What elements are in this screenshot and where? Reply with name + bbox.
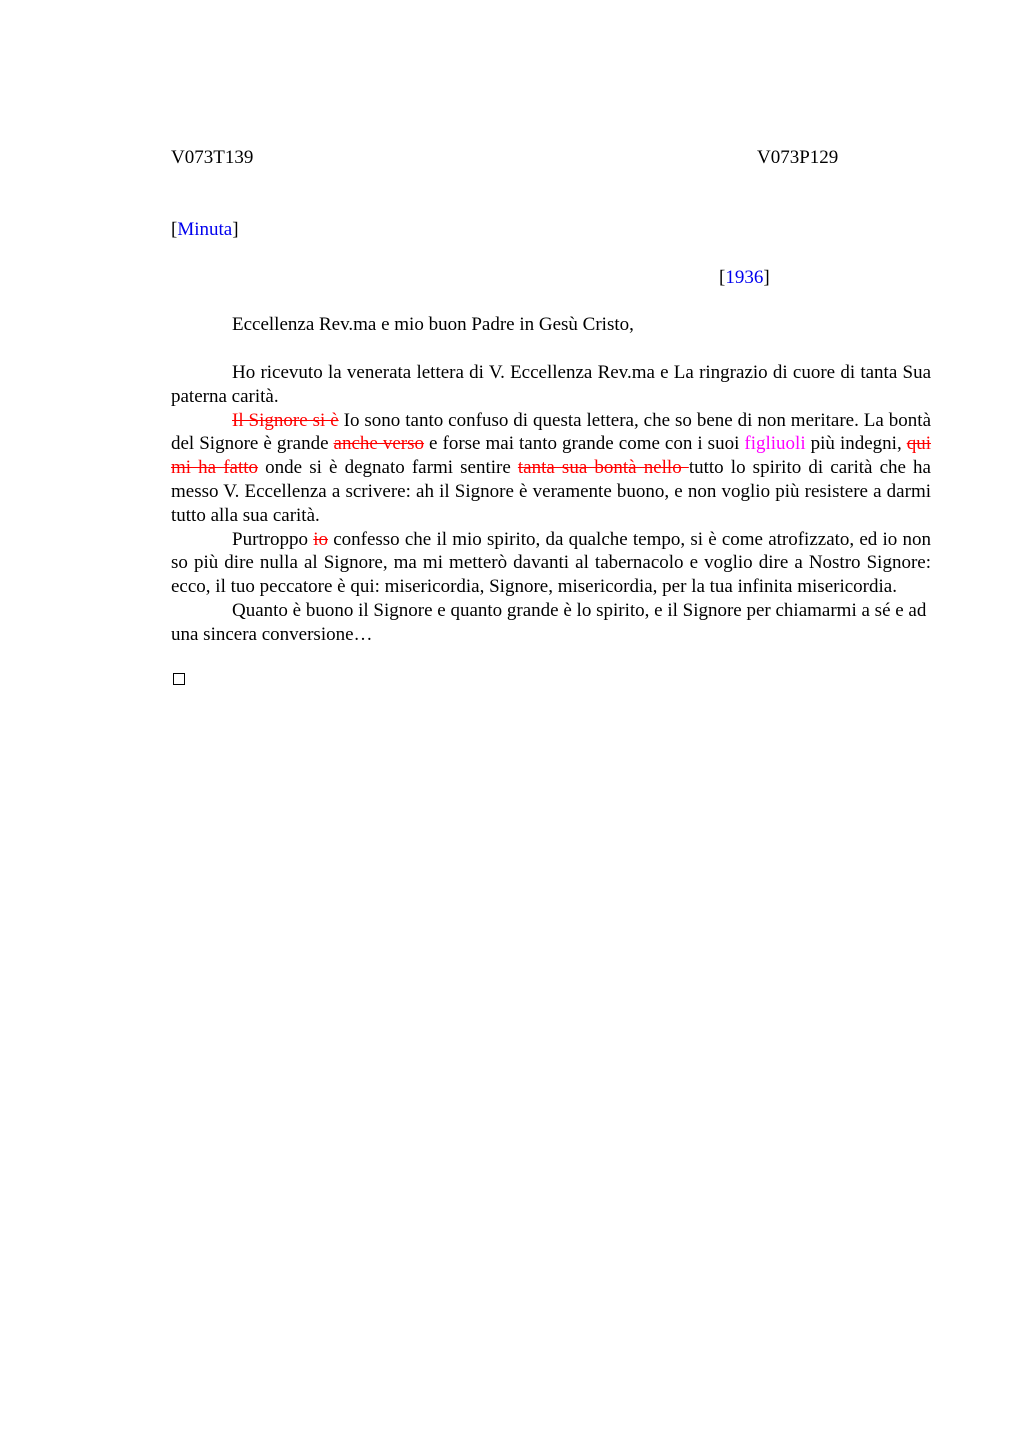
deleted-text: qui mi ha fatto <box>171 433 931 479</box>
paragraph-text: Quanto è buono il Signore e quanto grande è lo spirito, e il Signore per chiamarmi a sé e ad una sincera conversione… <box>171 599 927 645</box>
close-bracket: ] <box>763 267 770 288</box>
open-bracket: [ <box>719 267 726 288</box>
salutation: Eccellenza Rev.ma e mio buon Padre in Gesù Cristo, <box>232 314 634 335</box>
open-bracket: [ <box>171 219 178 240</box>
deleted-text: tanta sua bontà nello <box>517 457 689 479</box>
document-code-left: V073T139 <box>171 147 254 168</box>
paragraph-text: Purtroppo <box>232 528 314 550</box>
paragraph-text: Ho ricevuto la venerata lettera di V. Eccellenza Rev.ma e La ringrazio di cuore di tanta Sua paterna carità. <box>171 362 931 407</box>
document-type-label <box>171 219 239 241</box>
close-bracket: ] <box>232 219 239 240</box>
letter-body <box>171 361 931 647</box>
paragraph-text: confesso che il mio spirito, da qualche tempo, si è come atrofizzato, ed io non so più dire nulla al Signore, ma mi metterò davanti al tabernacolo e voglio dire a Nostro Signore: ecco, il tuo peccatore è qui: misericordia, Signore, misericordia, per la tua infinita misericordia. <box>171 528 931 598</box>
deleted-text: anche verso <box>333 433 425 455</box>
paragraph-2 <box>171 409 931 528</box>
deleted-text: io <box>313 528 328 550</box>
paragraph-text: più indegni, <box>805 433 907 455</box>
deleted-text: Il Signore si è <box>232 409 339 431</box>
paragraph-3 <box>171 528 931 599</box>
paragraph-4 <box>171 599 931 647</box>
empty-square-icon <box>173 673 185 685</box>
minuta-label: Minuta <box>177 219 233 240</box>
document-code-right: V073P129 <box>757 147 839 168</box>
document-date <box>719 267 770 289</box>
paragraph-1 <box>171 361 931 409</box>
paragraph-text: Io sono tanto confuso di questa lettera, che so bene di non meritare. La bontà del Signore è grande <box>171 409 931 455</box>
highlighted-word: figliuoli <box>744 433 806 455</box>
paragraph-text: tutto lo spirito di carità che ha messo V. Eccellenza a scrivere: ah il Signore è veramente buono, e non voglio più resistere a darmi tutto alla sua carità. <box>171 457 931 526</box>
year-label: 1936 <box>725 267 764 288</box>
paragraph-text: onde si è degnato farmi sentire <box>258 457 518 479</box>
paragraph-text: e forse mai tanto grande come con i suoi <box>424 433 745 455</box>
